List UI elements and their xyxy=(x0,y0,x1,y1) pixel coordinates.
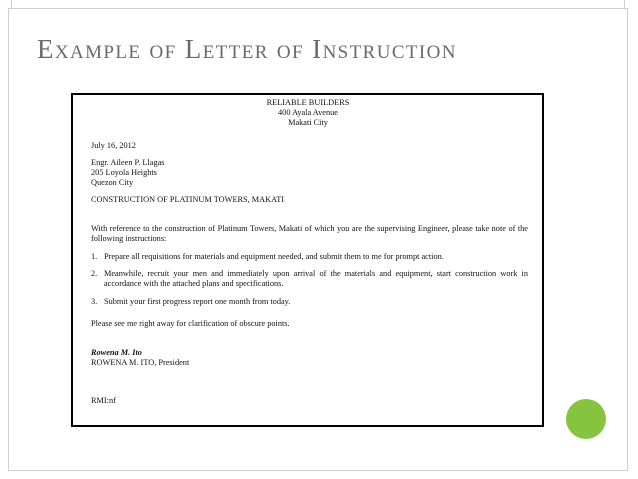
company-name: RELIABLE BUILDERS xyxy=(266,98,350,107)
frame-corner-line xyxy=(624,0,625,9)
slide-title: Example of Letter of Instruction xyxy=(37,34,457,64)
instruction-text: Submit your first progress report one month from today. xyxy=(104,297,291,306)
signatory-name: ROWENA M. ITO, President xyxy=(91,358,190,367)
letterhead xyxy=(223,98,393,129)
company-city: Makati City xyxy=(288,118,328,128)
intro-paragraph: With reference to the construction of Platinum Towers, Makati of which you are the supervising Engineer, please take note of the following instructions: xyxy=(91,224,528,244)
reference-initials: RMI:nf xyxy=(91,396,116,405)
instruction-number: 3. xyxy=(91,297,98,306)
letter-subject: CONSTRUCTION OF PLATINUM TOWERS, MAKATI xyxy=(91,195,285,204)
signature: Rowena M. Ito xyxy=(91,348,142,357)
recipient-street: 205 Loyola Heights xyxy=(91,168,157,177)
recipient-city: Quezon City xyxy=(91,178,134,187)
company-street: 400 Ayala Avenue xyxy=(278,108,338,118)
letter-date: July 16, 2012 xyxy=(91,141,136,150)
recipient-name: Engr. Aileen P. Llagas xyxy=(91,158,165,167)
letter-box xyxy=(71,93,544,427)
instruction-text: Meanwhile, recruit your men and immediately upon arrival of the materials and equipment, start construction work in accordance with the attached plans and specifications. xyxy=(104,269,528,289)
instruction-text: Prepare all requisitions for materials and equipment needed, and submit them to me for prompt action. xyxy=(104,252,444,261)
instruction-number: 2. xyxy=(91,269,98,278)
instruction-number: 1. xyxy=(91,252,98,261)
decorative-circle xyxy=(566,399,606,439)
frame-corner-line xyxy=(11,0,12,9)
closing-line: Please see me right away for clarification of obscure points. xyxy=(91,319,290,328)
